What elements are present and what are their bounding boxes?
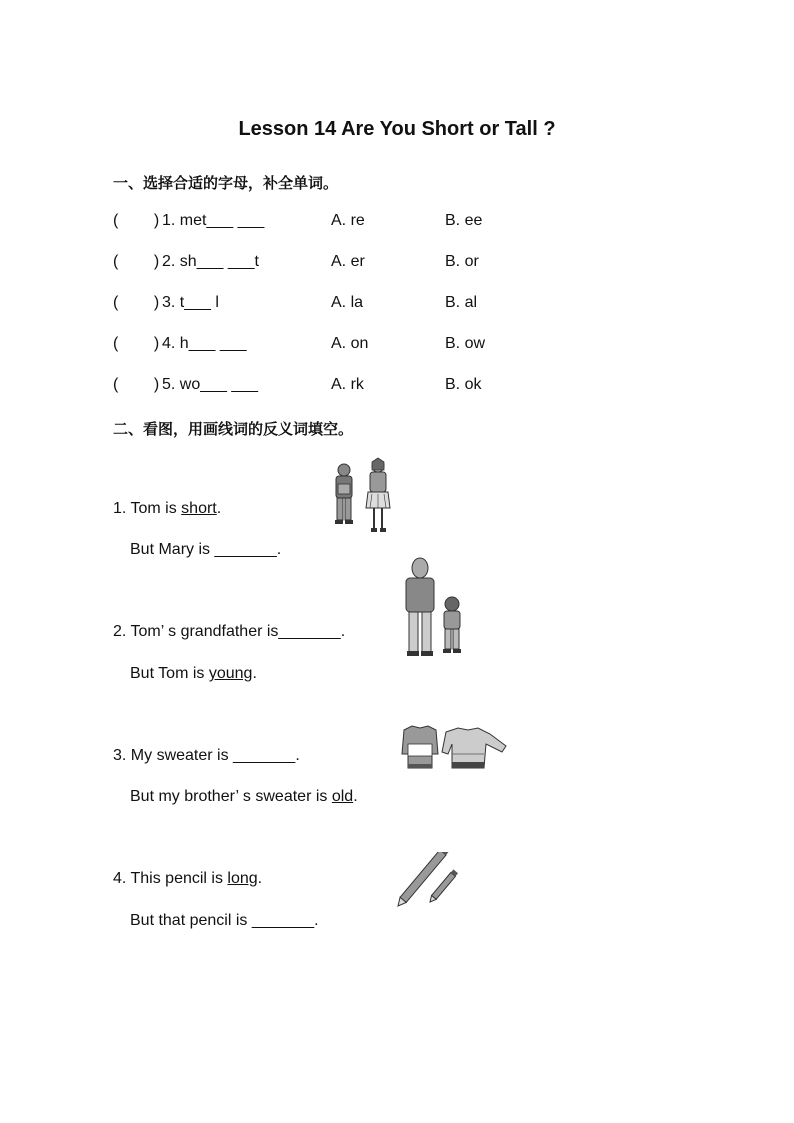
question-1-line-2[interactable]: But Mary is _______.: [130, 541, 282, 558]
section-1-heading: 一、选择合适的字母，补全单词。: [113, 175, 339, 192]
option-a: A. rk: [331, 376, 364, 393]
text: But Tom is: [130, 665, 209, 682]
option-a: A. la: [331, 294, 364, 311]
option-b: B. or: [445, 253, 479, 270]
question-2-line-2: [130, 665, 257, 683]
option-a: A. on: [331, 335, 369, 352]
option-b: B. ow: [445, 335, 486, 352]
answer-bracket[interactable]: ( ): [113, 376, 160, 393]
underlined-word: young: [208, 665, 253, 682]
underlined-word: old: [331, 788, 354, 805]
text: .: [257, 870, 263, 887]
text: 1. Tom is: [113, 500, 182, 517]
text: But my brother’ s sweater is: [130, 788, 332, 805]
text: .: [353, 788, 358, 805]
word-stem: 2. sh___ ___t: [162, 253, 259, 270]
word-stem: 3. t___ l: [162, 294, 219, 311]
text: .: [252, 665, 257, 682]
sweaters-illustration: [396, 724, 510, 772]
option-a: A. re: [331, 212, 365, 229]
question-1-line-1: [113, 500, 221, 518]
option-b: B. al: [445, 294, 478, 311]
option-b: B. ee: [445, 212, 483, 229]
page-title: Lesson 14 Are You Short or Tall ?: [238, 118, 556, 140]
pencils-illustration: [394, 852, 462, 910]
word-stem: 1. met___ ___: [162, 212, 265, 229]
section-2-heading: 二、看图，用画线词的反义词填空。: [113, 421, 354, 438]
word-stem: 4. h___ ___: [162, 335, 247, 352]
underlined-word: short: [181, 500, 217, 517]
answer-bracket[interactable]: ( ): [113, 253, 160, 270]
text: .: [216, 500, 222, 517]
question-4-line-1: [113, 870, 262, 888]
answer-bracket[interactable]: ( ): [113, 335, 160, 352]
question-3-line-2: [130, 788, 358, 806]
answer-bracket[interactable]: ( ): [113, 294, 160, 311]
option-b: B. ok: [445, 376, 482, 393]
underlined-word: long: [227, 870, 258, 887]
grandfather-and-boy-illustration: [400, 556, 470, 658]
text: 4. This pencil is: [113, 870, 228, 887]
question-2-line-1[interactable]: 2. Tom’ s grandfather is_______.: [113, 623, 346, 640]
question-3-line-1[interactable]: 3. My sweater is _______.: [113, 747, 300, 764]
question-4-line-2[interactable]: But that pencil is _______.: [130, 912, 319, 929]
boy-and-girl-illustration: [330, 456, 400, 538]
option-a: A. er: [331, 253, 365, 270]
word-stem: 5. wo___ ___: [162, 376, 259, 393]
answer-bracket[interactable]: ( ): [113, 212, 160, 229]
